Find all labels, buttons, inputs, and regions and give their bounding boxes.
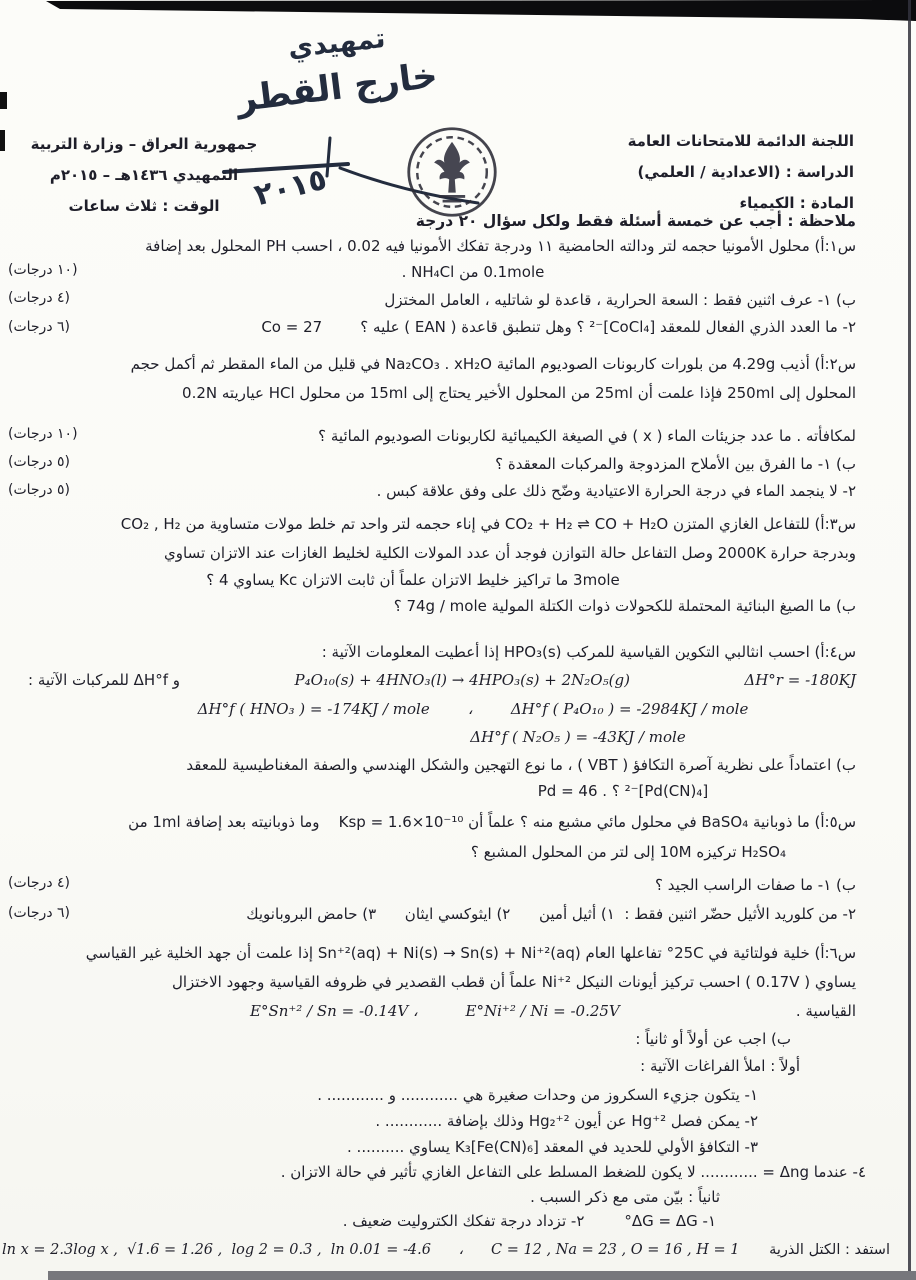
header-study: الدراسة : (الاعدادية / العلمي): [637, 163, 854, 181]
q3-line-4: ب) ما الصيغ البنائية المحتملة للكحولات ذوات الكتلة المولية 74g / mole ؟: [393, 597, 856, 615]
q6-line-4: ب) اجب عن أولاً أو ثانياً :: [635, 1030, 791, 1048]
q2-grade-b1: (٥ درجات): [8, 454, 71, 470]
q1-line-4: ٢- ما العدد الذري الفعال للمعقد [CoCl₄]⁻² ؟ وهل تنطبق قاعدة ( EAN ) عليه ؟ Co = 27: [261, 318, 856, 336]
second-section-title: ثانياً : بيّن متى مع ذكر السبب .: [530, 1188, 720, 1206]
q2-line-5: ٢- لا ينجمد الماء في درجة الحرارة الاعتيادية وضّح ذلك على وفق علاقة كبس .: [376, 482, 856, 500]
first-section-item-1: ١- يتكون جزيء السكروز من وحدات صغيرة هي ............ و ............ .: [317, 1086, 758, 1104]
q5-line-1: س٥:أ) ما ذوبانية BaSO₄ في محلول مائي مشبع منه ؟ علماً أن Ksp = 1.6×10⁻¹⁰ وما ذوبانيته بعد إضافة 1ml من: [128, 813, 856, 831]
q5-grade-b2: (٦ درجات): [8, 905, 71, 921]
q4-line-5: ب) اعتماداً على نظرية آصرة التكافؤ ( VBT ) ، ما نوع التهجين والشكل الهندسي والصفة المغناطيسية للمعقد: [186, 756, 856, 774]
scan-artifact-right-edge: [908, 0, 911, 1280]
q3-line-1: س٣:أ) للتفاعل الغازي المتزن CO₂ + H₂ ⇌ CO + H₂O في إناء حجمه لتر واحد تم خلط مولات متساوية من CO₂ , H₂: [120, 515, 856, 533]
q5-line-3: ب) ١- ما صفات الراسب الجيد ؟: [655, 876, 856, 894]
q5-grade-b1: (٤ درجات): [8, 875, 71, 891]
scan-artifact-bottom-edge: [48, 1271, 916, 1280]
header-committee: اللجنة الدائمة للامتحانات العامة: [627, 132, 854, 150]
q3-line-3: 3mole ما تراكيز خليط الاتزان علماً أن ثابت الاتزان Kc يساوي 4 ؟: [206, 571, 620, 589]
footer-label: استفد : الكتل الذرية: [769, 1242, 890, 1258]
scan-artifact-left-mark: [0, 92, 7, 109]
q4-line-1: س٤:أ) احسب انثالبي التكوين القياسية للمركب HPO₃(s) إذا أعطيت المعلومات الآتية :: [321, 643, 856, 661]
q4-reaction-equation: P₄O₁₀(s) + 4HNO₃(l) → 4HPO₃(s) + 2N₂O₅(g): [294, 671, 630, 689]
ministry-stamp-icon: [405, 125, 499, 219]
scan-artifact-top-edge: [0, 0, 916, 24]
footer-constants: [2, 1241, 890, 1261]
header-ministry: جمهورية العراق – وزارة التربية: [30, 135, 258, 153]
q4-line-2: [28, 670, 856, 690]
exam-note: ملاحظة : أجب عن خمسة أسئلة فقط ولكل سؤال ٢٠ درجة: [415, 212, 856, 230]
q5-line-2: H₂SO₄ تركيزه 10M إلى لتر من المحلول المشبع ؟: [470, 843, 786, 861]
q3-line-2: وبدرجة حرارة 2000K وصل التفاعل حالة التوازن فوجد أن عدد المولات الكلية لخليط الغازات عند الاتزان تساوي: [164, 544, 856, 562]
q6-line-1: س٦:أ) خلية فولتائية في 25C° تفاعلها العام Sn⁺²(aq) + Ni(s) → Sn(s) + Ni⁺²(aq) إذا علمت أن جهد الخلية غير القياسي: [85, 944, 856, 962]
q5-line-4: ٢- من كلوريد الأثيل حضّر اثنين فقط : ١) أثيل أمين ٢) ايثوكسي ايثان ٣) حامض البروبانويك: [246, 905, 856, 923]
q6-line-3: [250, 1001, 856, 1021]
q1-grade-b1: (٤ درجات): [8, 290, 71, 306]
q1-line-1: س١:أ) محلول الأمونيا حجمه لتر ودالته الحامضية ١١ ودرجة تفكك الأمونيا فيه 0.02 ، احسب PH المحلول بعد إضافة: [145, 237, 856, 255]
q6-line-2: يساوي ( 0.17V ) احسب تركيز أيونات النيكل Ni⁺² علماً أن قطب القصدير في ظروفه القياسية وجهود الاختزال: [171, 973, 856, 991]
q2-line-2: المحلول إلى 250ml فإذا علمت أن 25ml من المحلول الأخير يحتاج إلى 15ml من محلول HCl عياريته 0.2N: [182, 384, 856, 402]
q6-standard-label: القياسية .: [795, 1002, 856, 1020]
handwriting-word-kharij-alqutr: خارج القطر: [234, 55, 440, 121]
q4-line-6: [Pd(CN)₄]⁻² ؟ . Pd = 46: [537, 782, 709, 800]
q2-grade-a: (١٠ درجات): [8, 426, 78, 442]
first-section-title: أولاً : املأ الفراغات الآتية :: [640, 1057, 800, 1075]
q1-grade-a: (١٠ درجات): [8, 262, 78, 278]
second-section-items: [90, 1211, 716, 1231]
handwritten-annotation: [210, 22, 550, 232]
scan-artifact-left-mark: [0, 130, 5, 151]
q4-enthalpy-values-1: ΔH°f ( HNO₃ ) = -174KJ / mole ، ΔH°f ( P₄O₁₀ ) = -2984KJ / mole: [197, 700, 749, 718]
q4-dhf-label: و ΔH°f للمركبات الآتية :: [28, 671, 181, 689]
header-right-block: [628, 126, 854, 219]
q1-grade-b2: (٦ درجات): [8, 319, 71, 335]
q2-line-4: ب) ١- ما الفرق بين الأملاح المزدوجة والمركبات المعقدة ؟: [495, 455, 856, 473]
handwriting-year: ٢٠١٥: [250, 161, 331, 214]
q4-reaction-enthalpy: ΔH°r = -180KJ: [744, 671, 856, 689]
second-section-item-1: ١- ΔG = ΔG°: [624, 1212, 716, 1230]
first-section-item-3: ٣- التكافؤ الأولي للحديد في المعقد K₃[Fe(CN)₆] يساوي .......... .: [347, 1138, 758, 1156]
handwriting-word-tamhidi: تمهيدي: [286, 22, 387, 65]
q2-grade-b2: (٥ درجات): [8, 482, 71, 498]
q1-line-3: ب) ١- عرف اثنين فقط : السعة الحرارية ، قاعدة لو شاتليه ، العامل المختزل: [384, 291, 856, 309]
header-subject: المادة : الكيمياء: [739, 194, 854, 212]
first-section-item-2: ٢- يمكن فصل Hg⁺² عن أيون Hg₂⁺² وذلك بإضافة ............ .: [375, 1112, 758, 1130]
header-time: الوقت : ثلاث ساعات: [68, 197, 220, 215]
q1-line-2: 0.1mole من NH₄Cl .: [401, 263, 545, 281]
header-session: التمهيدي ١٤٣٦هـ – ٢٠١٥م: [49, 166, 239, 184]
second-section-item-2: ٢- تزداد درجة تفكك الكتروليت ضعيف .: [342, 1212, 585, 1230]
q2-line-3: لمكافأته . ما عدد جزيئات الماء ( x ) في الصيغة الكيميائية لكاربونات الصوديوم المائية ؟: [318, 427, 856, 445]
header-left-block: [28, 129, 260, 222]
q6-reduction-potentials: E°Sn⁺² / Sn = -0.14V ، E°Ni⁺² / Ni = -0.25V: [250, 1002, 620, 1020]
q4-enthalpy-values-2: ΔH°f ( N₂O₅ ) = -43KJ / mole: [470, 728, 686, 746]
q2-line-1: س٢:أ) أذيب 4.29g من بلورات كاربونات الصوديوم المائية Na₂CO₃ . xH₂O في قليل من الماء المقطر ثم أكمل حجم: [130, 355, 856, 373]
first-section-item-4: ٤- عندما Δng = ............ لا يكون للضغط المسلط على التفاعل الغازي تأثير في حالة الاتزان .: [280, 1163, 866, 1181]
footer-formulas: ln x = 2.3log x , √1.6 = 1.26 , log 2 = 0.3 , ln 0.01 = -4.6 ، C = 12 , Na = 23 , O = 16 , H = 1: [2, 1242, 740, 1258]
